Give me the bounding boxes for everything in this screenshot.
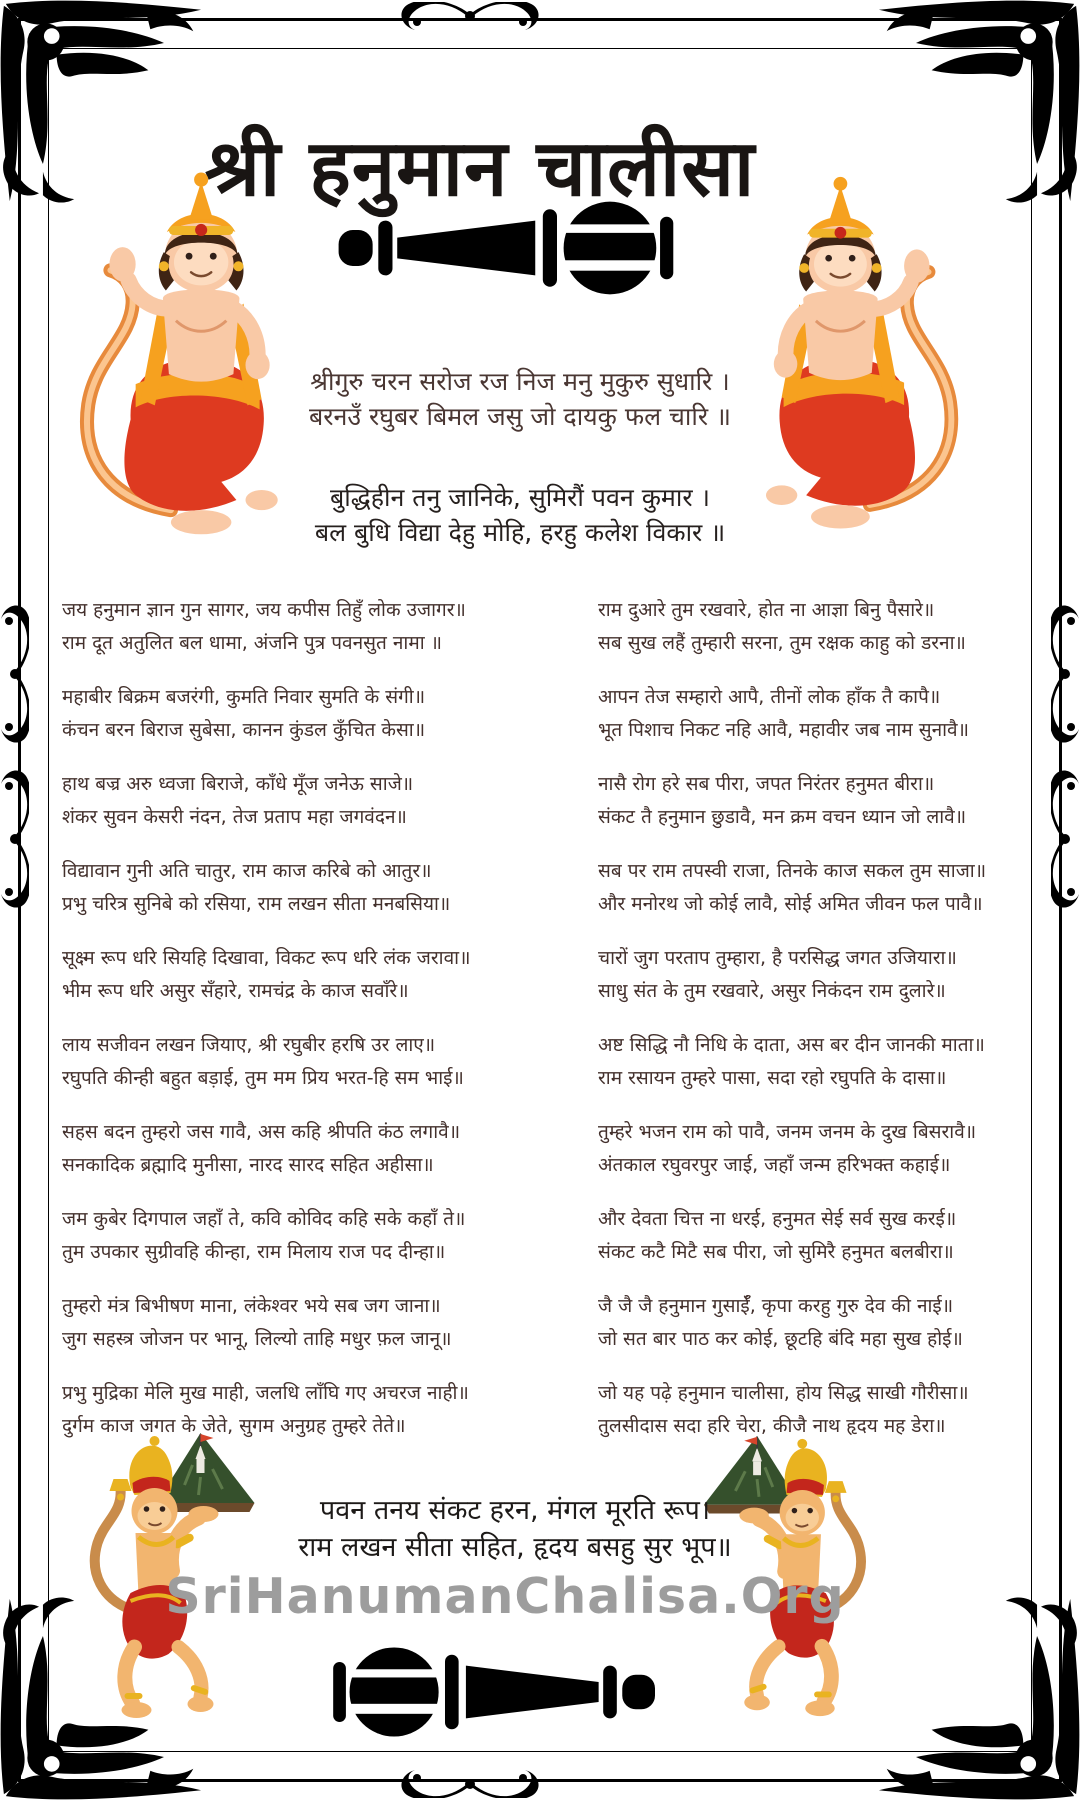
edge-scroll-icon — [1, 599, 29, 749]
stanza — [598, 855, 1018, 921]
doha-line: राम लखन सीता सहित, हृदय बसहु सुर भूप॥ — [298, 1532, 732, 1563]
verse-line: संकट तै हनुमान छुडावै, मन क्रम वचन ध्यान जो लावै॥ — [598, 806, 967, 828]
closing-doha — [60, 1492, 970, 1566]
edge-scroll-icon — [1051, 764, 1079, 914]
verse-line: सहस बदन तुम्हरो जस गावै, अस कहि श्रीपति कंठ लगावै॥ — [62, 1121, 461, 1143]
verse-line: जुग सहस्त्र जोजन पर भानू, लिल्यो ताहि मधुर फ़ल जानू॥ — [62, 1328, 452, 1350]
verse-line: तुलसीदास सदा हरि चेरा, कीजै नाथ हृदय मह डेरा॥ — [598, 1415, 946, 1437]
stanza — [598, 1290, 1018, 1356]
website-watermark: SriHanumanChalisa.Org — [165, 1568, 845, 1625]
opening-doha-1 — [60, 364, 980, 434]
stanza — [598, 1029, 1018, 1095]
stanza — [62, 594, 522, 660]
edge-scroll-icon — [395, 2, 545, 30]
stanza — [62, 1203, 522, 1269]
verse-line: सब सुख लहैं तुम्हारी सरना, तुम रक्षक काहु को डरना॥ — [598, 632, 966, 654]
verse-line: प्रभु चरित्र सुनिबे को रसिया, राम लखन सीता मनबसिया॥ — [62, 893, 451, 915]
verse-line: विद्यावान गुनी अति चातुर, राम काज करिबे को आतुर॥ — [62, 860, 432, 882]
doha-line: पवन तनय संकट हरन, मंगल मूरति रूप। — [319, 1495, 711, 1526]
edge-scroll-icon — [1051, 599, 1079, 749]
stanza — [62, 1029, 522, 1095]
verse-line: राम रसायन तुम्हरे पासा, सदा रहो रघुपति के दासा॥ — [598, 1067, 947, 1089]
verse-line: सूक्ष्म रूप धरि सियहि दिखावा, विकट रूप धरि लंक जरावा॥ — [62, 947, 471, 969]
gada-mace-icon — [330, 196, 680, 300]
stanza — [598, 1203, 1018, 1269]
page-title: श्री हनुमान चालीसा — [204, 124, 756, 215]
stanza — [598, 942, 1018, 1008]
verse-column-right — [598, 594, 1018, 1464]
verse-line: दुर्गम काज जगत के जेते, सुगम अनुग्रह तुम्हरे तेते॥ — [62, 1415, 406, 1437]
verse-line: जै जै जै हनुमान गुसाईँ, कृपा करहु गुरु देव की नाई॥ — [598, 1295, 954, 1317]
verse-line: संकट कटै मिटै सब पीरा, जो सुमिरै हनुमत बलबीरा॥ — [598, 1241, 954, 1263]
verse-line: अंतकाल रघुवरपुर जाई, जहाँ जन्म हरिभक्त कहाई॥ — [598, 1154, 951, 1176]
verse-line: तुम्हरो मंत्र बिभीषण माना, लंकेश्वर भये सब जग जाना॥ — [62, 1295, 441, 1317]
verse-line: आपन तेज सम्हारो आपै, तीनों लोक हाँक तै कापै॥ — [598, 686, 941, 708]
verse-line: भूत पिशाच निकट नहि आवै, महावीर जब नाम सुनावै॥ — [598, 719, 969, 741]
doha-line: बरनउँ रघुबर बिमल जसु जो दायकु फल चारि ॥ — [309, 402, 731, 431]
doha-line: बुद्धिहीन तनु जानिके, सुमिरौं पवन कुमार । — [329, 483, 710, 512]
verse-line: सब पर राम तपस्वी राजा, तिनके काज सकल तुम साजा॥ — [598, 860, 987, 882]
verse-line: भीम रूप धरि असुर सँहारे, रामचंद्र के काज सवाँरे॥ — [62, 980, 409, 1002]
verse-line: साधु संत के तुम रखवारे, असुर निकंदन राम दुलारे॥ — [598, 980, 946, 1002]
corner-flourish-icon — [875, 1595, 1080, 1800]
stanza — [62, 1290, 522, 1356]
gada-mace-icon — [330, 1642, 660, 1742]
edge-scroll-icon — [1, 764, 29, 914]
verse-line: महाबीर बिक्रम बजरंगी, कुमति निवार सुमति के संगी॥ — [62, 686, 426, 708]
verse-line: जो यह पढ़े हनुमान चालीसा, होय सिद्ध साखी गौरीसा॥ — [598, 1382, 969, 1404]
stanza — [62, 768, 522, 834]
verse-line: रघुपति कीन्ही बहुत बड़ाई, तुम मम प्रिय भरत-हि सम भाई॥ — [62, 1067, 464, 1089]
stanza — [62, 1116, 522, 1182]
stanza — [62, 942, 522, 1008]
verse-line: तुम उपकार सुग्रीवहि कीन्हा, राम मिलाय राज पद दीन्हा॥ — [62, 1241, 446, 1263]
verse-line: और देवता चित्त ना धरई, हनुमत सेई सर्व सुख करई॥ — [598, 1208, 957, 1230]
stanza — [598, 768, 1018, 834]
stanza — [598, 594, 1018, 660]
verse-line: अष्ट सिद्धि नौ निधि के दाता, अस बर दीन जानकी माता॥ — [598, 1034, 985, 1056]
verse-line: राम दुआरे तुम रखवारे, होत ना आज्ञा बिनु पैसारे॥ — [598, 599, 935, 621]
verse-line: कंचन बरन बिराज सुबेसा, कानन कुंडल कुँचित केसा॥ — [62, 719, 426, 741]
stanza — [598, 681, 1018, 747]
opening-doha-2 — [60, 480, 980, 550]
doha-line: श्रीगुरु चरन सरोज रज निज मनु मुकुरु सुधारि । — [310, 367, 730, 396]
verse-line: राम दूत अतुलित बल धामा, अंजनि पुत्र पवनसुत नामा ॥ — [62, 632, 443, 654]
verse-line: जो सत बार पाठ कर कोई, छूटहि बंदि महा सुख होई॥ — [598, 1328, 963, 1350]
stanza — [598, 1116, 1018, 1182]
verse-line: जय हनुमान ज्ञान गुन सागर, जय कपीस तिहुँ लोक उजागर॥ — [62, 599, 466, 621]
verse-line: शंकर सुवन केसरी नंदन, तेज प्रताप महा जगवंदन॥ — [62, 806, 407, 828]
verse-line: चारों जुग परताप तुम्हारा, है परसिद्ध जगत उजियारा॥ — [598, 947, 957, 969]
verse-line: तुम्हरे भजन राम को पावै, जनम जनम के दुख बिसरावै॥ — [598, 1121, 977, 1143]
stanza — [62, 681, 522, 747]
stanza — [62, 855, 522, 921]
verse-line: सनकादिक ब्रह्मादि मुनीसा, नारद सारद सहित अहीसा॥ — [62, 1154, 434, 1176]
verse-line: और मनोरथ जो कोई लावै, सोई अमित जीवन फल पावै॥ — [598, 893, 983, 915]
edge-scroll-icon — [395, 1770, 545, 1798]
verse-line: नासै रोग हरे सब पीरा, जपत निरंतर हनुमत बीरा॥ — [598, 773, 935, 795]
doha-line: बल बुधि विद्या देहु मोहि, हरहु कलेश विकार ॥ — [314, 518, 726, 547]
verse-column-left — [62, 594, 522, 1464]
verse-line: जम कुबेर दिगपाल जहाँ ते, कवि कोविद कहि सके कहाँ ते॥ — [62, 1208, 466, 1230]
verse-line: हाथ बज्र अरु ध्वजा बिराजे, काँधे मूँज जनेऊ साजे॥ — [62, 773, 414, 795]
verse-line: प्रभु मुद्रिका मेलि मुख माही, जलधि लाँघि गए अचरज नाही॥ — [62, 1382, 469, 1404]
verse-line: लाय सजीवन लखन जियाए, श्री रघुबीर हरषि उर लाए॥ — [62, 1034, 436, 1056]
